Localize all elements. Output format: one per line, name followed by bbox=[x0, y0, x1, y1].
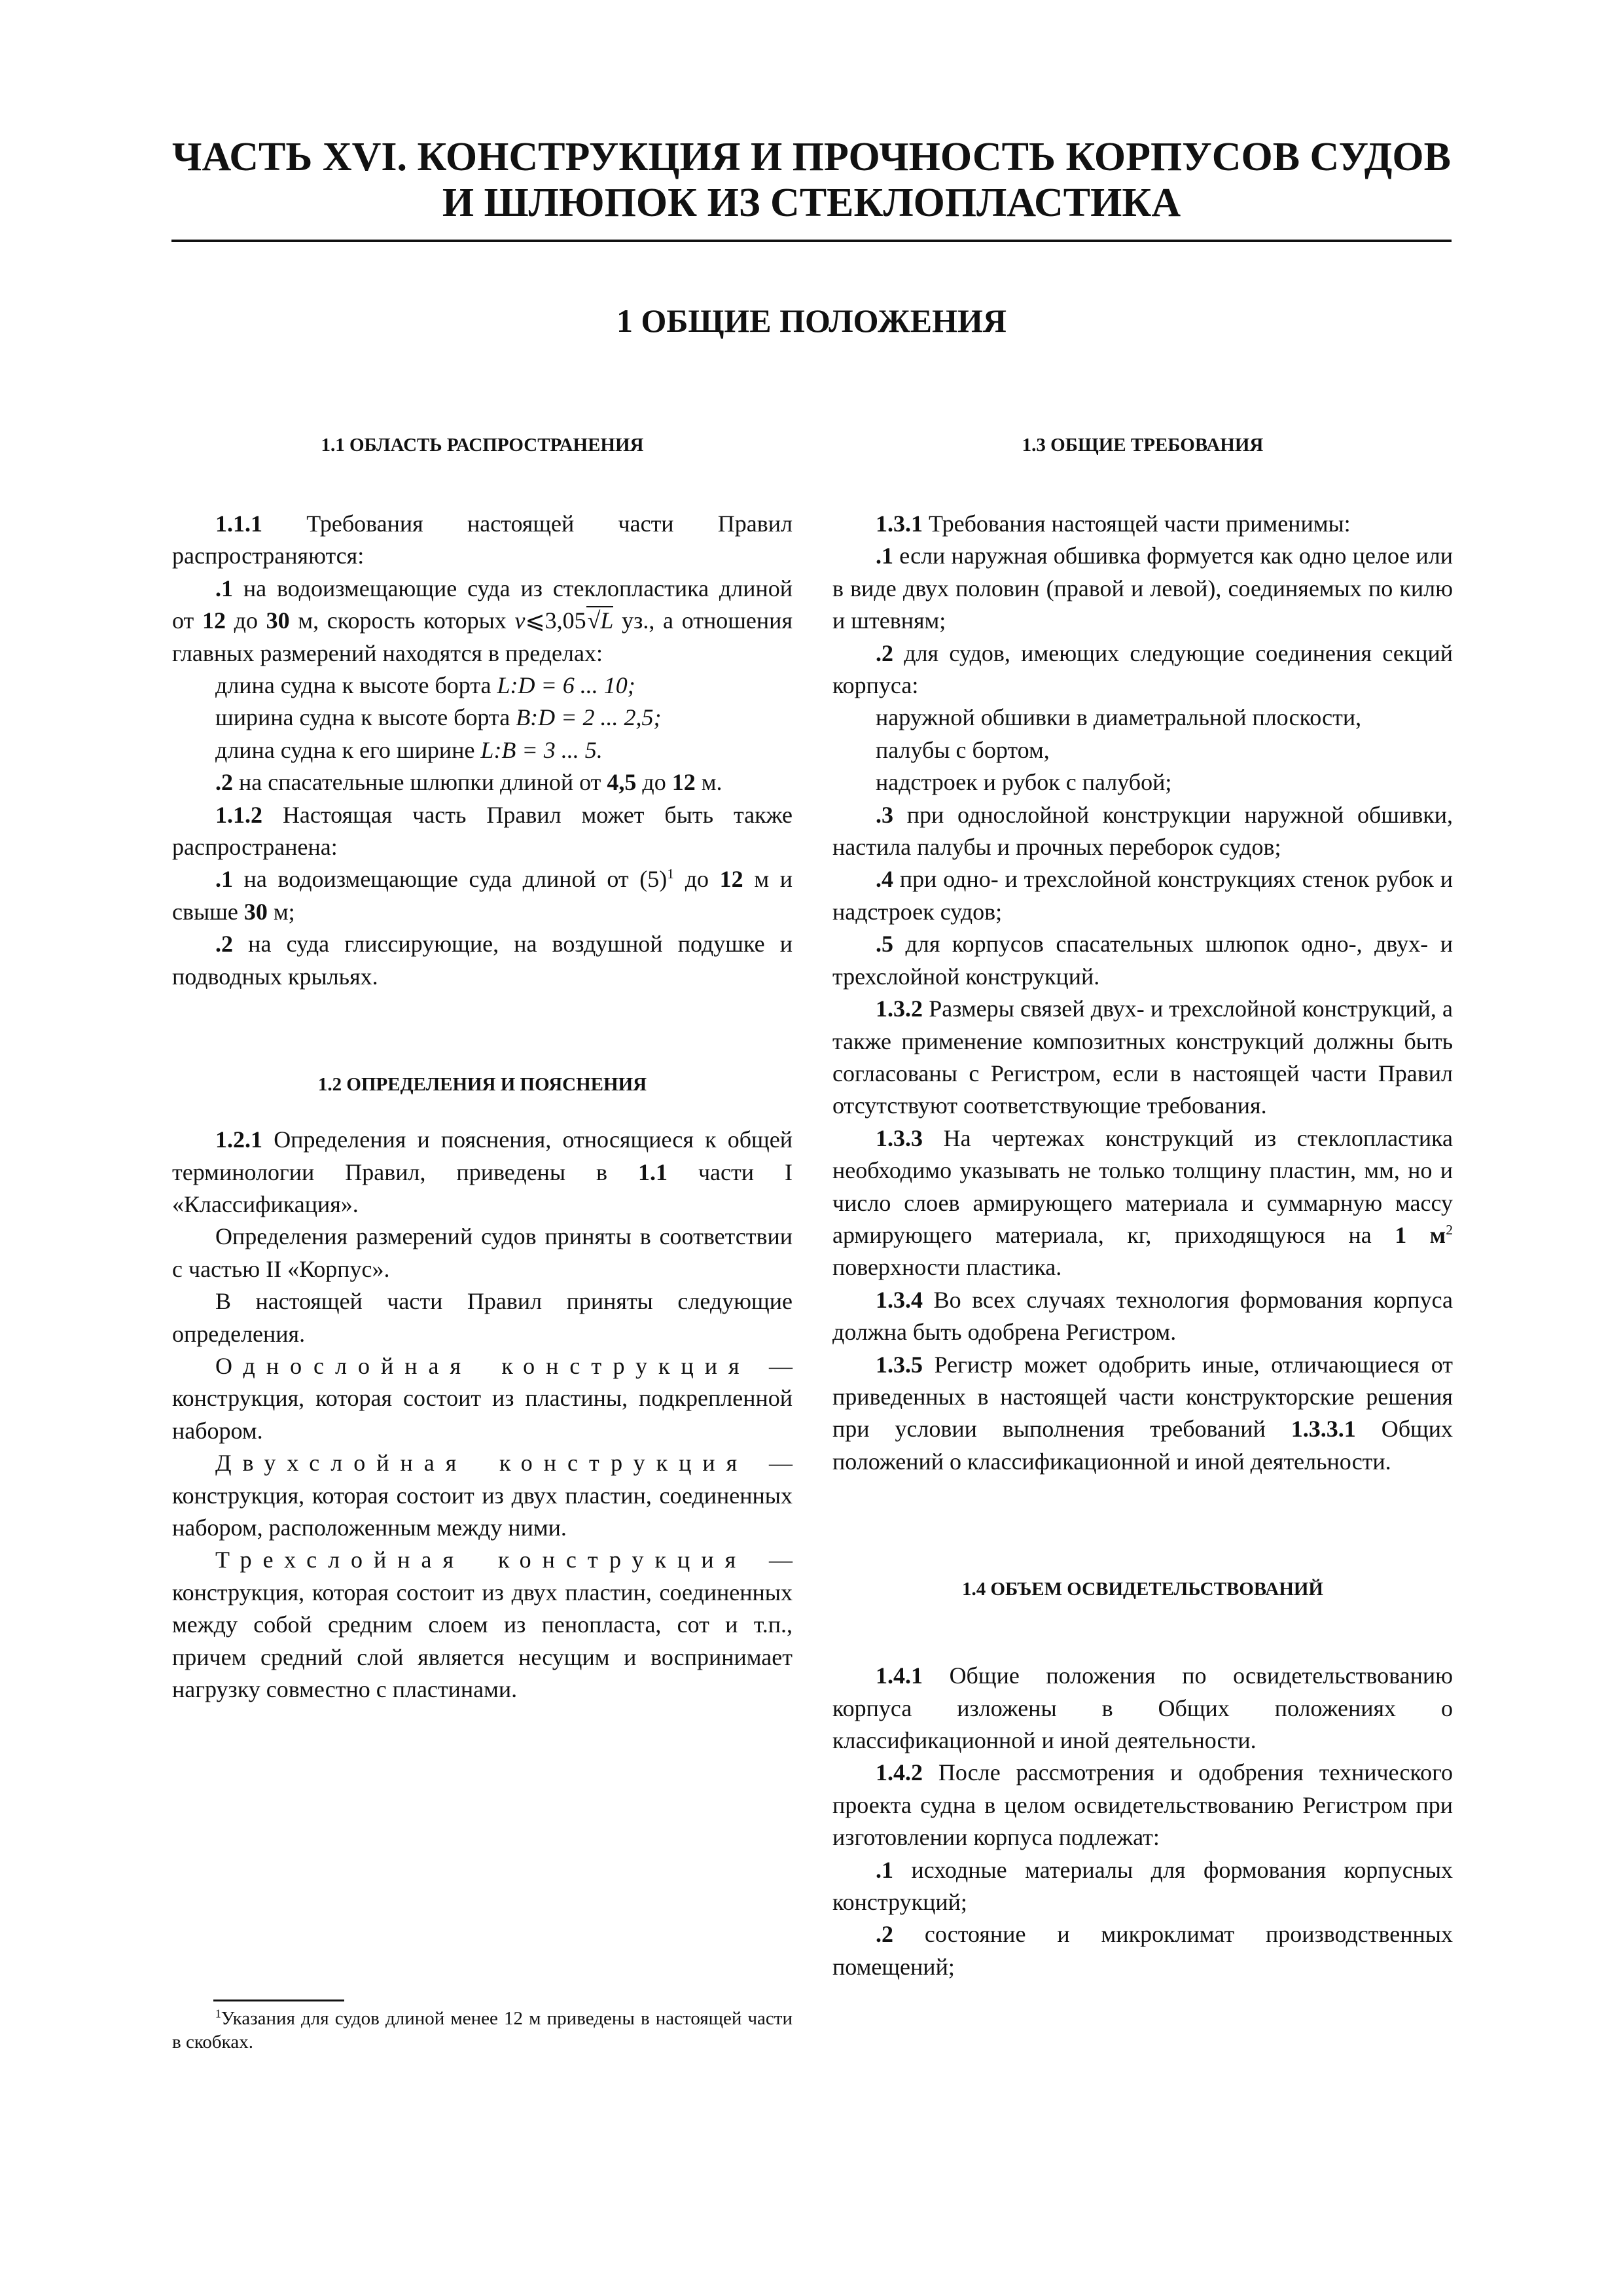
clause-number: 1.3.2 bbox=[876, 996, 923, 1022]
ratio-line bbox=[172, 702, 793, 734]
item-text: на водоизмещающие суда длиной от (5) bbox=[243, 866, 668, 893]
part-title bbox=[131, 134, 1492, 226]
paragraph-text: Общих положений о классификационной и иной деятельности. bbox=[832, 1416, 1454, 1475]
item-number: .2 bbox=[876, 639, 893, 666]
item-number: .1 bbox=[215, 575, 233, 601]
clause-number: 1.1.1 bbox=[215, 511, 262, 537]
paragraph-text: Требования настоящей части Правил распространяются: bbox=[172, 511, 793, 569]
ratio-text: длина судна к высоте борта bbox=[215, 672, 491, 699]
value: 30 bbox=[266, 607, 290, 634]
item-1-1-2-1 bbox=[172, 863, 793, 928]
item-1-3-1-3 bbox=[832, 799, 1453, 864]
item-number: .1 bbox=[215, 866, 233, 893]
ratio-line bbox=[172, 670, 793, 702]
paragraph-1-3-3 bbox=[832, 1122, 1453, 1284]
item-text: на водоизмещающие суда из стеклопластика длиной от bbox=[172, 575, 793, 634]
paragraph-1-1-1 bbox=[172, 508, 793, 573]
item-text: м. bbox=[701, 769, 722, 796]
item-text: до bbox=[685, 866, 709, 893]
paragraph-1-3-4 bbox=[832, 1284, 1453, 1349]
item-text: при однослойной конструкции наружной обшивки, настила палубы и прочных переборок судов; bbox=[832, 801, 1454, 861]
definition-term: Трехслойная конструкция bbox=[215, 1547, 747, 1573]
item-text: исходные материалы для формования корпусных конструкций; bbox=[832, 1856, 1454, 1916]
definition-two-layer bbox=[172, 1447, 793, 1544]
clause-number: 1.3.1 bbox=[876, 511, 923, 537]
joint-item: наружной обшивки в диаметральной плоскости, bbox=[876, 704, 1362, 731]
footnote-text: Указания для судов длиной менее 12 м приведены в настоящей части в скобках. bbox=[172, 2008, 793, 2053]
clause-number: 1.3.5 bbox=[876, 1351, 923, 1378]
unit: 1 м bbox=[1395, 1221, 1446, 1248]
clause-number: 1.3.3 bbox=[876, 1124, 923, 1151]
item-number: .4 bbox=[876, 866, 893, 893]
footnote bbox=[172, 2007, 793, 2054]
value: 4,5 bbox=[607, 769, 637, 796]
paragraph-text: Общие положения по освидетельствованию корпуса изложены в Общих положениях о классификационной и иной деятельности. bbox=[832, 1662, 1454, 1753]
formula-value: ⩽3,05 bbox=[525, 607, 586, 634]
ratio-text: ширина судна к высоте борта bbox=[215, 704, 510, 731]
paragraph-1-1-2 bbox=[172, 799, 793, 864]
paragraph-1-3-1 bbox=[832, 508, 1453, 540]
paragraph: В настоящей части Правил приняты следующие определения. bbox=[172, 1288, 793, 1347]
item-text: на суда глиссирующие, на воздушной подушке и подводных крыльях. bbox=[172, 931, 793, 990]
joint-item: надстроек и рубок с палубой; bbox=[876, 769, 1172, 796]
part-title-line2: И ШЛЮПОК ИЗ СТЕКЛОПЛАСТИКА bbox=[442, 181, 1181, 225]
item-1-3-1-5 bbox=[832, 928, 1453, 993]
title-divider bbox=[171, 240, 1452, 242]
definition-term: Двухслойная конструкция bbox=[215, 1450, 749, 1477]
paragraph-text: Требования настоящей части применимы: bbox=[929, 511, 1351, 537]
item-number: .2 bbox=[876, 1921, 893, 1948]
item-text: для судов, имеющих следующие соединения секций корпуса: bbox=[832, 639, 1453, 699]
paragraph-text: Во всех случаях технология формования корпуса должна быть одобрена Регистром. bbox=[832, 1286, 1453, 1346]
item-number: .1 bbox=[876, 1856, 893, 1883]
item-1-4-2-2 bbox=[832, 1918, 1453, 1983]
section-heading-1-4: 1.4 ОБЪЕМ ОСВИДЕТЕЛЬСТВОВАНИЙ bbox=[961, 1579, 1323, 1600]
value: 12 bbox=[202, 607, 226, 634]
superscript: 2 bbox=[1446, 1221, 1453, 1238]
item-text: для корпусов спасательных шлюпок одно-, двух- и трехслойной конструкций. bbox=[832, 931, 1454, 990]
clause-number: 1.1.2 bbox=[215, 801, 262, 828]
footnote-mark: 1 bbox=[667, 866, 675, 882]
paragraph-text: Размеры связей двух- и трехслойной конструкций, а также применение композитных конструкций должны быть согласованы с Регистром, если в настоящей части Правил отсутствуют соответствующие требования. bbox=[832, 996, 1454, 1119]
item-number: .2 bbox=[215, 931, 233, 958]
item-number: .5 bbox=[876, 931, 893, 958]
chapter-title: 1 ОБЩИЕ ПОЛОЖЕНИЯ bbox=[616, 302, 1007, 339]
ratio-text: длина судна к его ширине bbox=[215, 736, 475, 763]
value: 12 bbox=[719, 866, 743, 893]
item-1-1-1-2 bbox=[172, 766, 793, 798]
ratio-formula: L:D = 6 ... 10; bbox=[497, 672, 635, 699]
section-heading-1-1: 1.1 ОБЛАСТЬ РАСПРОСТРАНЕНИЯ bbox=[321, 435, 644, 456]
clause-number: 1.4.1 bbox=[876, 1662, 923, 1689]
footnote-mark: 1 bbox=[215, 2007, 221, 2020]
formula-symbol: L bbox=[600, 607, 614, 634]
definition-single-layer bbox=[172, 1350, 793, 1447]
paragraph-1-3-5 bbox=[832, 1349, 1453, 1479]
item-number: .2 bbox=[215, 769, 233, 796]
item-text: если наружная обшивка формуется как одно целое или в виде двух половин (правой и левой), соединяемых по килю и штевням; bbox=[832, 543, 1453, 634]
definition-text: — конструкция, которая состоит из двух пластин, соединенных набором, расположенным между ними. bbox=[172, 1450, 793, 1541]
item-text: на спасательные шлюпки длиной от bbox=[239, 769, 601, 796]
ratio-formula: L:B = 3 ... 5. bbox=[480, 736, 603, 763]
paragraph-1-4-1 bbox=[832, 1660, 1453, 1757]
clause-number: 1.4.2 bbox=[876, 1759, 923, 1786]
definition-three-layer bbox=[172, 1544, 793, 1706]
paragraph-1-4-2 bbox=[832, 1757, 1453, 1854]
clause-number: 1.3.4 bbox=[876, 1286, 923, 1313]
sqrt-formula bbox=[586, 606, 614, 634]
item-1-3-1-2 bbox=[832, 637, 1453, 702]
paragraph: Определения размерений судов приняты в соответствии с частью II «Корпус». bbox=[172, 1223, 793, 1282]
formula-symbol: v bbox=[514, 607, 526, 634]
right-column bbox=[832, 432, 1453, 1983]
definition-text: — конструкция, которая состоит из пластины, подкрепленной набором. bbox=[172, 1352, 793, 1444]
paragraph-text: поверхности пластика. bbox=[832, 1254, 1062, 1281]
section-heading-1-3: 1.3 ОБЩИЕ ТРЕБОВАНИЯ bbox=[1022, 435, 1264, 456]
paragraph-text: Определения и пояснения, относящиеся к общей терминологии Правил, приведены в bbox=[172, 1126, 793, 1185]
item-number: .3 bbox=[876, 801, 893, 828]
paragraph-1-2-1 bbox=[172, 1124, 793, 1221]
definition-text: — конструкция, которая состоит из двух пластин, соединенных между собой средним слоем из пенопласта, сот и т.п., причем средний слой является несущим и воспринимает нагрузку совместно с пластинами. bbox=[172, 1547, 793, 1702]
item-number: .1 bbox=[876, 543, 893, 569]
item-text: состояние и микроклимат производственных помещений; bbox=[832, 1921, 1453, 1980]
item-1-3-1-4 bbox=[832, 863, 1453, 928]
ratio-line bbox=[172, 734, 793, 766]
item-text: при одно- и трехслойной конструкциях стенок рубок и надстроек судов; bbox=[832, 866, 1454, 925]
paragraph-text: части I «Классификация». bbox=[172, 1158, 793, 1217]
footnote-divider bbox=[213, 2000, 344, 2001]
reference: 1.3.3.1 bbox=[1291, 1416, 1356, 1443]
ratio-formula: B:D = 2 ... 2,5; bbox=[516, 704, 662, 731]
paragraph-1-3-2 bbox=[832, 993, 1453, 1122]
item-text: до bbox=[642, 769, 666, 796]
item-text: до bbox=[234, 607, 258, 634]
sqrt-sign: √ bbox=[587, 607, 601, 634]
item-1-1-1-1 bbox=[172, 573, 793, 670]
value: 30 bbox=[243, 898, 268, 925]
reference: 1.1 bbox=[637, 1158, 668, 1185]
item-1-1-2-2 bbox=[172, 928, 793, 993]
value: 12 bbox=[671, 769, 696, 796]
paragraph-text: На чертежах конструкций из стеклопластика необходимо указывать не только толщину пластин, мм, но и число слоев армирующего материала и суммарную массу армирующего материала, кг, приходящуюся на bbox=[832, 1124, 1454, 1248]
part-title-line1: ЧАСТЬ XVI. КОНСТРУКЦИЯ И ПРОЧНОСТЬ КОРПУСОВ СУДОВ bbox=[172, 135, 1451, 179]
item-text: м и свыше bbox=[172, 866, 793, 925]
item-1-3-1-1 bbox=[832, 540, 1453, 637]
item-text: уз., а отношения главных размерений находятся в пределах: bbox=[172, 607, 793, 666]
paragraph-text: После рассмотрения и одобрения технического проекта судна в целом освидетельствованию Регистром при изготовлении корпуса подлежат: bbox=[832, 1759, 1453, 1851]
joint-item: палубы с бортом, bbox=[876, 736, 1050, 763]
item-text: м, скорость которых bbox=[298, 607, 507, 634]
left-column bbox=[172, 432, 793, 1706]
section-heading-1-2: 1.2 ОПРЕДЕЛЕНИЯ И ПОЯСНЕНИЯ bbox=[317, 1074, 647, 1096]
paragraph-text: Настоящая часть Правил может быть также распространена: bbox=[172, 801, 793, 861]
clause-number: 1.2.1 bbox=[215, 1126, 262, 1153]
definition-term: Однослойная конструкция bbox=[215, 1352, 751, 1379]
paragraph-text: Регистр может одобрить иные, отличающиеся от приведенных в настоящей части конструкторские решения при условии выполнения требований bbox=[832, 1351, 1453, 1443]
item-text: м; bbox=[273, 898, 295, 925]
item-1-4-2-1 bbox=[832, 1854, 1453, 1919]
